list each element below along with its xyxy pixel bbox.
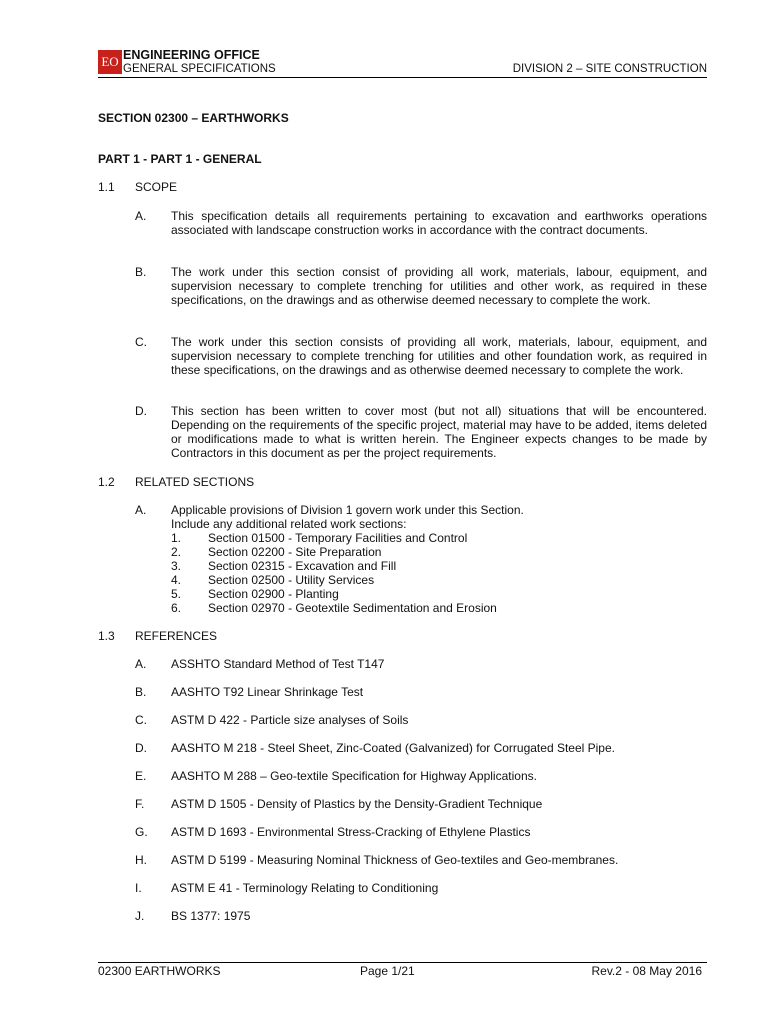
reference-letter: G. bbox=[135, 825, 148, 839]
logo-icon: EO bbox=[98, 50, 122, 74]
reference-item: AASHTO M 218 - Steel Sheet, Zinc-Coated (Galvanized) for Corrugated Steel Pipe. bbox=[171, 741, 615, 755]
reference-letter: J. bbox=[135, 909, 145, 923]
page-number: Page 1/21 bbox=[360, 964, 415, 978]
reference-letter: C. bbox=[135, 713, 147, 727]
list-number: 2. bbox=[171, 545, 182, 559]
scope-item-text: This specification details all requirements pertaining to excavation and earthworks operations associated with landscape construction works in accordance with the contract documents. bbox=[171, 209, 707, 237]
section-title: SECTION 02300 – EARTHWORKS bbox=[98, 111, 289, 125]
scope-item-text: The work under this section consist of providing all work, materials, labour, equipment, and supervision necessary to complete trenching for utilities and other work, as required in these specifications, on the drawings and as otherwise deemed necessary to complete the work. bbox=[171, 265, 707, 307]
list-item: Section 02970 - Geotextile Sedimentation and Erosion bbox=[208, 601, 497, 615]
related-item-letter: A. bbox=[135, 503, 147, 517]
scope-item-text: The work under this section consists of providing all work, materials, labour, equipment, and supervision necessary to complete trenching for utilities and other foundation work, as required in these specifications, on the drawings and as otherwise deemed necessary to complete the work. bbox=[171, 335, 707, 377]
references-number: 1.3 bbox=[98, 629, 115, 643]
list-item: Section 02500 - Utility Services bbox=[208, 573, 375, 587]
list-item: Section 02200 - Site Preparation bbox=[208, 545, 382, 559]
reference-item: ASTM D 1505 - Density of Plastics by the Density-Gradient Technique bbox=[171, 797, 543, 811]
scope-item-letter: C. bbox=[135, 335, 147, 349]
list-number: 6. bbox=[171, 601, 182, 615]
footer-doc-name: 02300 EARTHWORKS bbox=[98, 964, 221, 978]
revision-date: Rev.2 - 08 May 2016 bbox=[591, 964, 702, 978]
reference-item: ASTM D 1693 - Environmental Stress-Cracking of Ethylene Plastics bbox=[171, 825, 531, 839]
reference-letter: E. bbox=[135, 769, 147, 783]
reference-item: ASSHTO Standard Method of Test T147 bbox=[171, 657, 385, 671]
reference-letter: D. bbox=[135, 741, 147, 755]
scope-item-letter: A. bbox=[135, 209, 147, 223]
list-item: Section 02900 - Planting bbox=[208, 587, 339, 601]
page-footer bbox=[98, 962, 707, 983]
scope-item-letter: D. bbox=[135, 404, 147, 418]
related-title: RELATED SECTIONS bbox=[135, 475, 255, 489]
reference-letter: H. bbox=[135, 853, 147, 867]
reference-letter: F. bbox=[135, 797, 145, 811]
list-item: Section 02315 - Excavation and Fill bbox=[208, 559, 397, 573]
related-number: 1.2 bbox=[98, 475, 115, 489]
reference-item: BS 1377: 1975 bbox=[171, 909, 251, 923]
part-title: PART 1 - PART 1 - GENERAL bbox=[98, 152, 262, 166]
scope-item-letter: B. bbox=[135, 265, 147, 279]
spec-title: GENERAL SPECIFICATIONS bbox=[123, 63, 276, 75]
reference-item: AASHTO T92 Linear Shrinkage Test bbox=[171, 685, 364, 699]
reference-item: ASTM D 5199 - Measuring Nominal Thickness of Geo-textiles and Geo-membranes. bbox=[171, 853, 619, 867]
reference-item: ASTM E 41 - Terminology Relating to Conditioning bbox=[171, 881, 439, 895]
related-line: Applicable provisions of Division 1 govern work under this Section. bbox=[171, 503, 524, 517]
reference-item: ASTM D 422 - Particle size analyses of Soils bbox=[171, 713, 409, 727]
list-item: Section 01500 - Temporary Facilities and Control bbox=[208, 531, 468, 545]
scope-item-text: This section has been written to cover most (but not all) situations that will be encountered. Depending on the requirements of the specific project, material may have to be added, items deleted or modifications made to what is written herein. The Engineer expects changes to be made by Contractors in this document as per the project requirements. bbox=[171, 404, 707, 460]
list-number: 5. bbox=[171, 587, 182, 601]
reference-letter: B. bbox=[135, 685, 147, 699]
scope-title: SCOPE bbox=[135, 180, 178, 194]
references-title: REFERENCES bbox=[135, 629, 218, 643]
reference-letter: A. bbox=[135, 657, 147, 671]
list-number: 3. bbox=[171, 559, 182, 573]
reference-letter: I. bbox=[135, 881, 142, 895]
list-number: 4. bbox=[171, 573, 182, 587]
office-name: ENGINEERING OFFICE bbox=[123, 48, 260, 62]
list-number: 1. bbox=[171, 531, 182, 545]
related-line: Include any additional related work sections: bbox=[171, 517, 407, 531]
page-header bbox=[98, 46, 707, 78]
reference-item: AASHTO M 288 – Geo-textile Specification for Highway Applications. bbox=[171, 769, 537, 783]
division-title: DIVISION 2 – SITE CONSTRUCTION bbox=[512, 63, 707, 75]
scope-number: 1.1 bbox=[98, 180, 115, 194]
